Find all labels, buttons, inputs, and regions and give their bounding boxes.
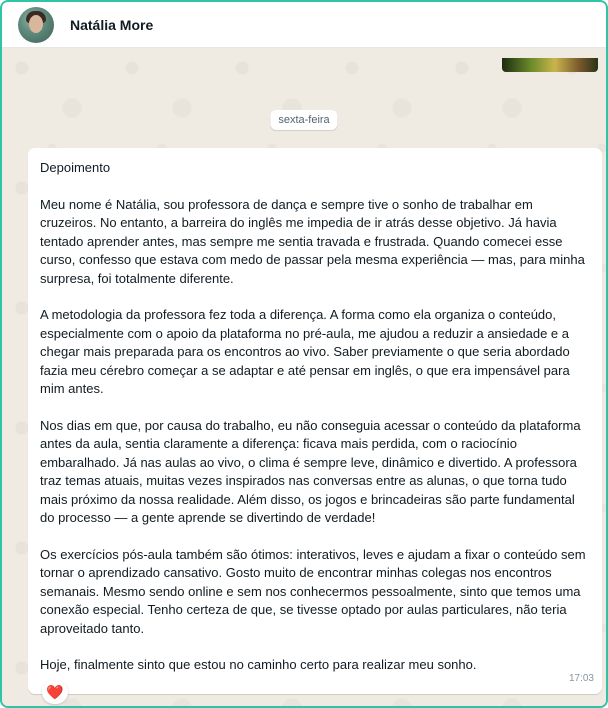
avatar-face (29, 15, 43, 33)
message-timestamp: 17:03 (568, 672, 594, 684)
message-bubble[interactable] (28, 148, 602, 694)
message-paragraph: Depoimento (40, 160, 111, 175)
message-paragraph: Nos dias em que, por causa do trabalho, eu não conseguia acessar o conteúdo da plataforma antes da aula, sentia claramente a diferença: ficava mais perdida, com o raciocínio embaralhado. Já nas aulas ao vivo, o clima é sempre leve, dinâmico e divertido. A professora traz temas atuais, muitas vezes inspirados nas conversas entre as alunas, o que torna tudo mais próximo da nossa realidade. Além disso, os jogos e brincadeiras são parte fundamental do processo — a gente aprende se divertindo de verdade! (40, 417, 581, 525)
message-paragraph: Os exercícios pós-aula também são ótimos: interativos, leves e ajudam a fixar o conteúdo sem tornar o aprendizado cansativo. Gosto muito de encontrar minhas colegas nos encontros semanais. Mesmo sendo online e sem nos conhecermos pessoalmente, sinto que temos uma conexão especial. Tenho certeza de que, se tivesse optado por aulas particulares, não teria aproveitado tanto. (40, 546, 586, 636)
message-paragraph: Hoje, finalmente sinto que estou no caminho certo para realizar meu sonho. (40, 657, 477, 672)
chat-header[interactable] (2, 2, 606, 48)
chat-area (2, 48, 606, 708)
contact-name[interactable]: Natália More (70, 16, 154, 33)
message-paragraph: Meu nome é Natália, sou professora de dança e sempre tive o sonho de trabalhar em cruzeiros. No entanto, a barreira do inglês me impedia de ir atrás desse objetivo. Já havia tentado aprender antes, mas sempre me sentia travada e frustrada. Quando comecei esse curso, confesso que estava com medo de passar pela mesma experiência — mas, para minha surpresa, foi totalmente diferente. (40, 196, 585, 286)
message-paragraph: A metodologia da professora fez toda a diferença. A forma como ela organiza o conteúdo, especialmente com o apoio da plataforma no pré-aula, me ajudou a reduzir a ansiedade e a chegar mais preparada para os encontros ao vivo. Saber previamente o que seria abordado fazia meu cérebro começar a se adaptar e até pensar em inglês, o que era impensável para mim antes. (40, 307, 570, 396)
previous-media-thumbnail[interactable] (502, 58, 598, 72)
heart-reaction-icon[interactable]: ❤️ (42, 680, 68, 704)
contact-avatar[interactable] (18, 7, 54, 43)
date-separator: sexta-feira (270, 110, 337, 130)
